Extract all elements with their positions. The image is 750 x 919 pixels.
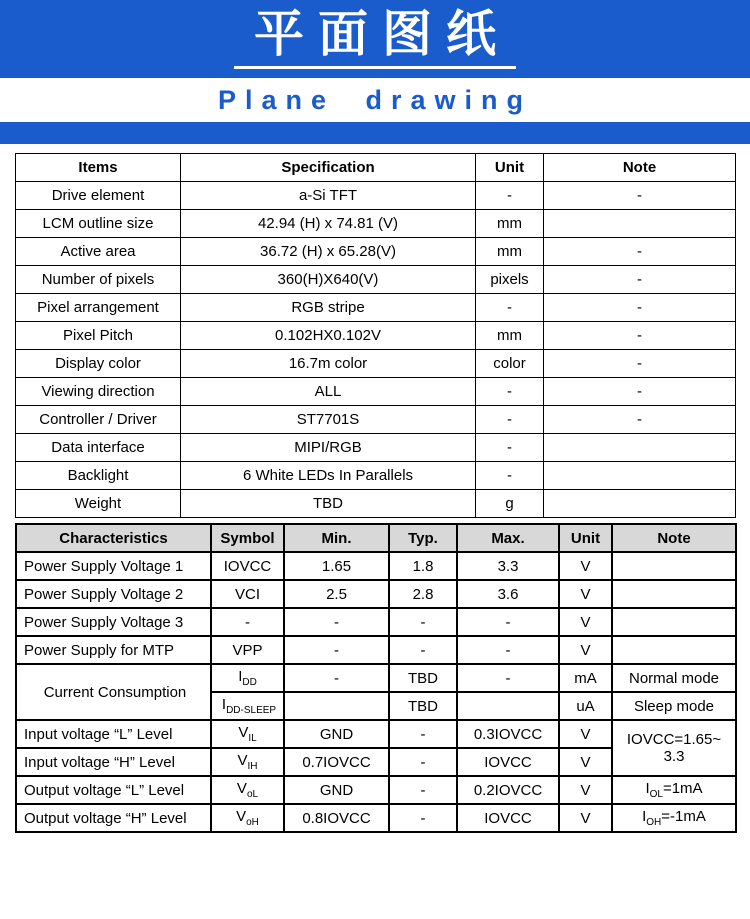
table-cell: IOVCC [211,552,284,580]
table-row [16,294,736,322]
table-cell: pixels [476,266,544,294]
tables-container [0,144,750,833]
column-header: Items [16,154,181,182]
table-row [16,182,736,210]
table-cell [612,580,736,608]
table-cell: 0.7IOVCC [284,748,389,776]
column-header: Typ. [389,524,457,552]
table-cell: - [211,608,284,636]
table-row [16,804,736,832]
column-header: Unit [559,524,612,552]
table-row [16,608,736,636]
table-cell: mA [559,664,612,692]
table-cell: Pixel Pitch [16,322,181,350]
table-cell: GND [284,720,389,748]
column-header: Specification [181,154,476,182]
banner-top [0,0,750,78]
table-cell: Data interface [16,434,181,462]
table-cell: - [389,608,457,636]
table-cell: ALL [181,378,476,406]
table-cell: Controller / Driver [16,406,181,434]
table-row [16,378,736,406]
table-row [16,720,736,748]
table-cell: - [457,608,559,636]
header-row [16,524,736,552]
table-cell: Power Supply for MTP [16,636,211,664]
table-row [16,210,736,238]
table-cell: ST7701S [181,406,476,434]
table-cell: $V_{oH}$ [211,804,284,832]
table-row [16,462,736,490]
table-cell: - [544,238,736,266]
table-cell: 16.7m color [181,350,476,378]
table-cell: - [544,378,736,406]
table-cell: Power Supply Voltage 1 [16,552,211,580]
table-cell: - [544,266,736,294]
table-row [16,434,736,462]
table-cell: IOVCC [457,804,559,832]
table-cell: 3.6 [457,580,559,608]
table-cell: Input voltage “L” Level [16,720,211,748]
table-cell: $I_{DD-SLEEP}$ [211,692,284,720]
table-cell: a-Si TFT [181,182,476,210]
table-row [16,776,736,804]
table-cell: - [389,720,457,748]
table-cell: - [389,748,457,776]
table-cell: Pixel arrangement [16,294,181,322]
table-cell: Viewing direction [16,378,181,406]
table-cell: VPP [211,636,284,664]
table-cell: 2.5 [284,580,389,608]
table-cell: - [544,350,736,378]
table-cell: 2.8 [389,580,457,608]
table-cell: $V_{IH}$ [211,748,284,776]
table-cell: V [559,580,612,608]
table-cell: - [544,406,736,434]
table-row [16,350,736,378]
table-cell: - [284,608,389,636]
column-header: Characteristics [16,524,211,552]
table-cell: Output voltage “H” Level [16,804,211,832]
table-cell: - [476,378,544,406]
table-cell [284,692,389,720]
table-cell: - [476,406,544,434]
table-cell [612,552,736,580]
table-cell: V [559,608,612,636]
table-cell: Active area [16,238,181,266]
table-row [16,552,736,580]
table-cell: V [559,720,612,748]
table-cell: RGB stripe [181,294,476,322]
table-cell: V [559,776,612,804]
table-cell: $I_{OL}=1mA$ [612,776,736,804]
table-cell: Input voltage “H” Level [16,748,211,776]
table-cell: Drive element [16,182,181,210]
table-cell [544,490,736,518]
characteristics-table [15,523,737,833]
table-cell: - [476,182,544,210]
column-header: Min. [284,524,389,552]
table-cell: - [544,294,736,322]
table-cell: $V_{oL}$ [211,776,284,804]
table-cell [544,210,736,238]
page-banner [0,0,750,144]
table-cell: TBD [389,692,457,720]
table-cell: - [389,776,457,804]
table-cell: - [284,636,389,664]
table-cell: Display color [16,350,181,378]
table-cell: Weight [16,490,181,518]
table-cell: GND [284,776,389,804]
table-cell [612,636,736,664]
table-cell: V [559,636,612,664]
table-cell: Output voltage “L” Level [16,776,211,804]
banner-strip [0,122,750,144]
table-cell: Normal mode [612,664,736,692]
table-cell: V [559,804,612,832]
header-row [16,154,736,182]
table-cell: uA [559,692,612,720]
table-row [16,406,736,434]
table-cell [544,434,736,462]
table-cell: - [476,434,544,462]
table-row [16,322,736,350]
column-header: Unit [476,154,544,182]
table-cell: Backlight [16,462,181,490]
table-cell [457,692,559,720]
table-cell: 0.102HX0.102V [181,322,476,350]
table-cell: - [544,322,736,350]
table-cell: Power Supply Voltage 3 [16,608,211,636]
table-cell: - [389,636,457,664]
table-cell: 1.65 [284,552,389,580]
column-header: Note [612,524,736,552]
table-cell: mm [476,238,544,266]
table-cell: IOVCC [457,748,559,776]
table-cell: V [559,552,612,580]
table-cell: - [389,804,457,832]
table-cell: - [476,294,544,322]
table-row [16,664,736,692]
table-cell: V [559,748,612,776]
column-header: Symbol [211,524,284,552]
table-cell: $I_{OH}=-1mA$ [612,804,736,832]
table-cell: Number of pixels [16,266,181,294]
table-cell: - [284,664,389,692]
table-cell: LCM outline size [16,210,181,238]
table-cell: Power Supply Voltage 2 [16,580,211,608]
table-cell: VCI [211,580,284,608]
table-cell: 42.94 (H) x 74.81 (V) [181,210,476,238]
table-cell: 6 White LEDs In Parallels [181,462,476,490]
table-cell: 0.2IOVCC [457,776,559,804]
table-cell: $V_{IL}$ [211,720,284,748]
table-row [16,580,736,608]
table-row [16,238,736,266]
table-cell [544,462,736,490]
spec-table [15,153,736,518]
table-cell: Current Consumption [16,664,211,720]
table-cell: MIPI/RGB [181,434,476,462]
table-cell: - [457,636,559,664]
column-header: Note [544,154,736,182]
table-cell: 36.72 (H) x 65.28(V) [181,238,476,266]
banner-underline [234,66,516,69]
table-cell: 0.3IOVCC [457,720,559,748]
table-cell: IOVCC=1.65~ 3.3 [612,720,736,776]
table-cell: TBD [181,490,476,518]
table-cell: mm [476,210,544,238]
table-cell: 0.8IOVCC [284,804,389,832]
table-row [16,636,736,664]
table-cell: - [476,462,544,490]
column-header: Max. [457,524,559,552]
table-cell: - [457,664,559,692]
table-cell: $I_{DD}$ [211,664,284,692]
table-cell: - [544,182,736,210]
table-cell [612,608,736,636]
table-row [16,266,736,294]
table-cell: color [476,350,544,378]
table-row [16,490,736,518]
banner-middle [0,78,750,122]
table-cell: 3.3 [457,552,559,580]
table-cell: mm [476,322,544,350]
table-cell: 1.8 [389,552,457,580]
banner-title-english: Plane drawing [217,84,533,115]
banner-title-chinese: 平面图纸 [254,6,510,62]
table-cell: g [476,490,544,518]
table-cell: Sleep mode [612,692,736,720]
table-cell: 360(H)X640(V) [181,266,476,294]
table-cell: TBD [389,664,457,692]
